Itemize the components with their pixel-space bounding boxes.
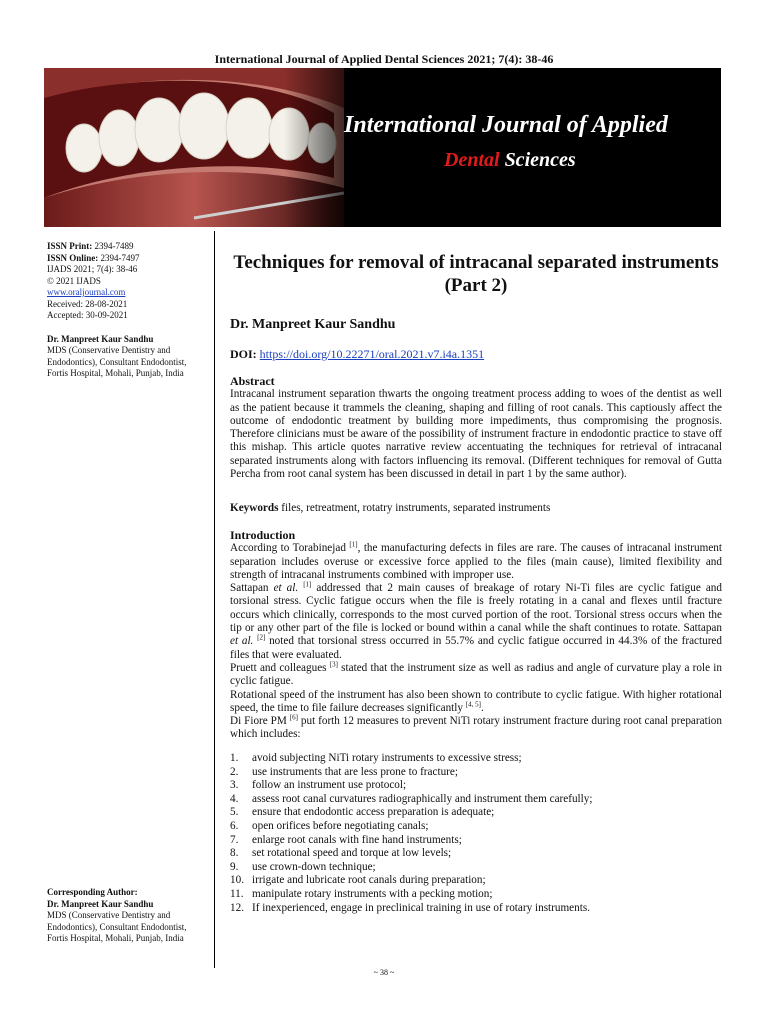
issn-print: ISSN Print: 2394-7489 [47,241,134,251]
corresponding-label: Corresponding Author: [47,887,138,897]
abstract-heading: Abstract [230,374,275,388]
list-item: 6. open orifices before negotiating canals; [230,819,429,832]
list-item: 7. enlarge root canals with fine hand instruments; [230,833,462,846]
journal-title-line2 [444,149,576,172]
list-item: 2. use instruments that are less prone to fracture; [230,765,458,778]
abstract-text: Intracanal instrument separation thwarts the ongoing treatment process adding to woes of the dentist as well as the patient because it trammels the cleaning, shaping and filling of root canals. This captiously affect the outcome of endodontic treatment by building more impediments, thus compromising the prognosis. Therefore clinicians must be aware of the possibility of instrument fracture in endodontic practice to stave off this mishap. This article quotes narrative review accentuating the techniques for retrieval of intracanal separated instruments along with factors influencing its removal. (Different techniques for removal of Gutta Percha from root canal system has been discussed in detail in part 1 by the same author). [230,388,722,481]
author-affiliation: MDS (Conservative Dentistry and Endodontics), Consultant Endodontist, Fortis Hospital, Mohali, Punjab, India [47,345,187,378]
introduction-section [230,529,722,742]
introduction-heading: Introduction [230,528,296,542]
list-item: 4. assess root canal curvatures radiographically and instrument them carefully; [230,792,593,805]
list-item: 9. use crown-down technique; [230,860,376,873]
ijads-citation: IJADS 2021; 7(4): 38-46 [47,264,138,274]
list-item: 10. irrigate and lubricate root canals during preparation; [230,874,486,887]
prevention-measures-list [230,752,722,915]
article-title: Techniques for removal of intracanal separated instruments (Part 2) [233,252,719,296]
list-item: 12. If inexperienced, engage in preclinical training in use of rotary instruments. [230,901,590,914]
corresponding-name: Dr. Manpreet Kaur Sandhu [47,898,154,909]
corresponding-affiliation: MDS (Conservative Dentistry and Endodontics), Consultant Endodontist, Fortis Hospital, Mohali, Punjab, India [47,910,187,943]
intro-paragraph-5: Di Fiore PM [6] put forth 12 measures to prevent NiTi rotary instrument fracture during root canal preparation which includes: [230,713,722,741]
intro-paragraph-2: Sattapan et al. [1] addressed that 2 main causes of breakage of rotary Ni-Ti files are cyclic fatigue and torsional stress. Cyclic fatigue occurs when the file is freely rotating in a canal and flexes until fracture occurs which clinically, corresponds to the most curved portion of the root. Torsional stress occurs when the tip or any other part of the file is locked or bound within a canal while the shaft continues to rotate. Sattapan et al. [2] noted that torsional stress occurred in 55.7% and cyclic fatigue occurred in 44.3% of the fractured files that were evaluated. [230,580,722,661]
accepted-date: Accepted: 30-09-2021 [47,310,128,320]
intro-paragraph-1: According to Torabinejad [1], the manufacturing defects in files are rare. The causes of intracanal instrument separation includes overuse or excessive force applied to the files (main cause), limited flexibility and strength of intracanal instruments combined with improper use. [230,540,722,581]
article-author: Dr. Manpreet Kaur Sandhu [230,317,396,332]
list-item: 5. ensure that endodontic access preparation is adequate; [230,806,495,819]
teeth-photo-illustration [44,68,721,227]
list-item: 11. manipulate rotary instruments with a pecking motion; [230,887,493,900]
intro-paragraph-3: Pruett and colleagues [3] stated that the instrument size as well as radius and angle of curvature play a role in cyclic fatigue. [230,660,722,688]
journal-title-sciences: Sciences [504,149,576,171]
doi-link[interactable]: https://doi.org/10.22271/oral.2021.v7.i4a.1351 [259,347,485,361]
journal-title-line1: International Journal of Applied [344,112,668,138]
column-divider [214,231,215,968]
intro-paragraph-4: Rotational speed of the instrument has also been shown to contribute to cyclic fatigue. With higher rotational speed, the time to file failure decreases significantly [4, 5]. [230,688,722,714]
received-date: Received: 28-08-2021 [47,298,128,309]
author-name: Dr. Manpreet Kaur Sandhu [47,333,154,344]
journal-banner [44,68,721,227]
corresponding-author [47,887,207,945]
issn-online: ISSN Online: 2394-7497 [47,252,140,263]
list-item: 1. avoid subjecting NiTi rotary instruments to excessive stress; [230,752,522,764]
doi-line: DOI: https://doi.org/10.22271/oral.2021.v7.i4a.1351 [230,347,485,361]
list-item: 8. set rotational speed and torque at low levels; [230,847,452,860]
journal-citation-header: International Journal of Applied Dental Sciences 2021; 7(4): 38-46 [214,52,554,66]
keywords-line: Keywords files, retreatment, rotatry instruments, separated instruments [230,502,551,514]
journal-website-link[interactable]: www.oraljournal.com [47,287,126,297]
list-item: 3. follow an instrument use protocol; [230,779,407,792]
sidebar-info [47,241,207,380]
page-number: ~ 38 ~ [373,968,395,977]
copyright: © 2021 IJADS [47,275,101,286]
journal-title-dental: Dental [444,149,500,171]
abstract-section [230,375,722,481]
